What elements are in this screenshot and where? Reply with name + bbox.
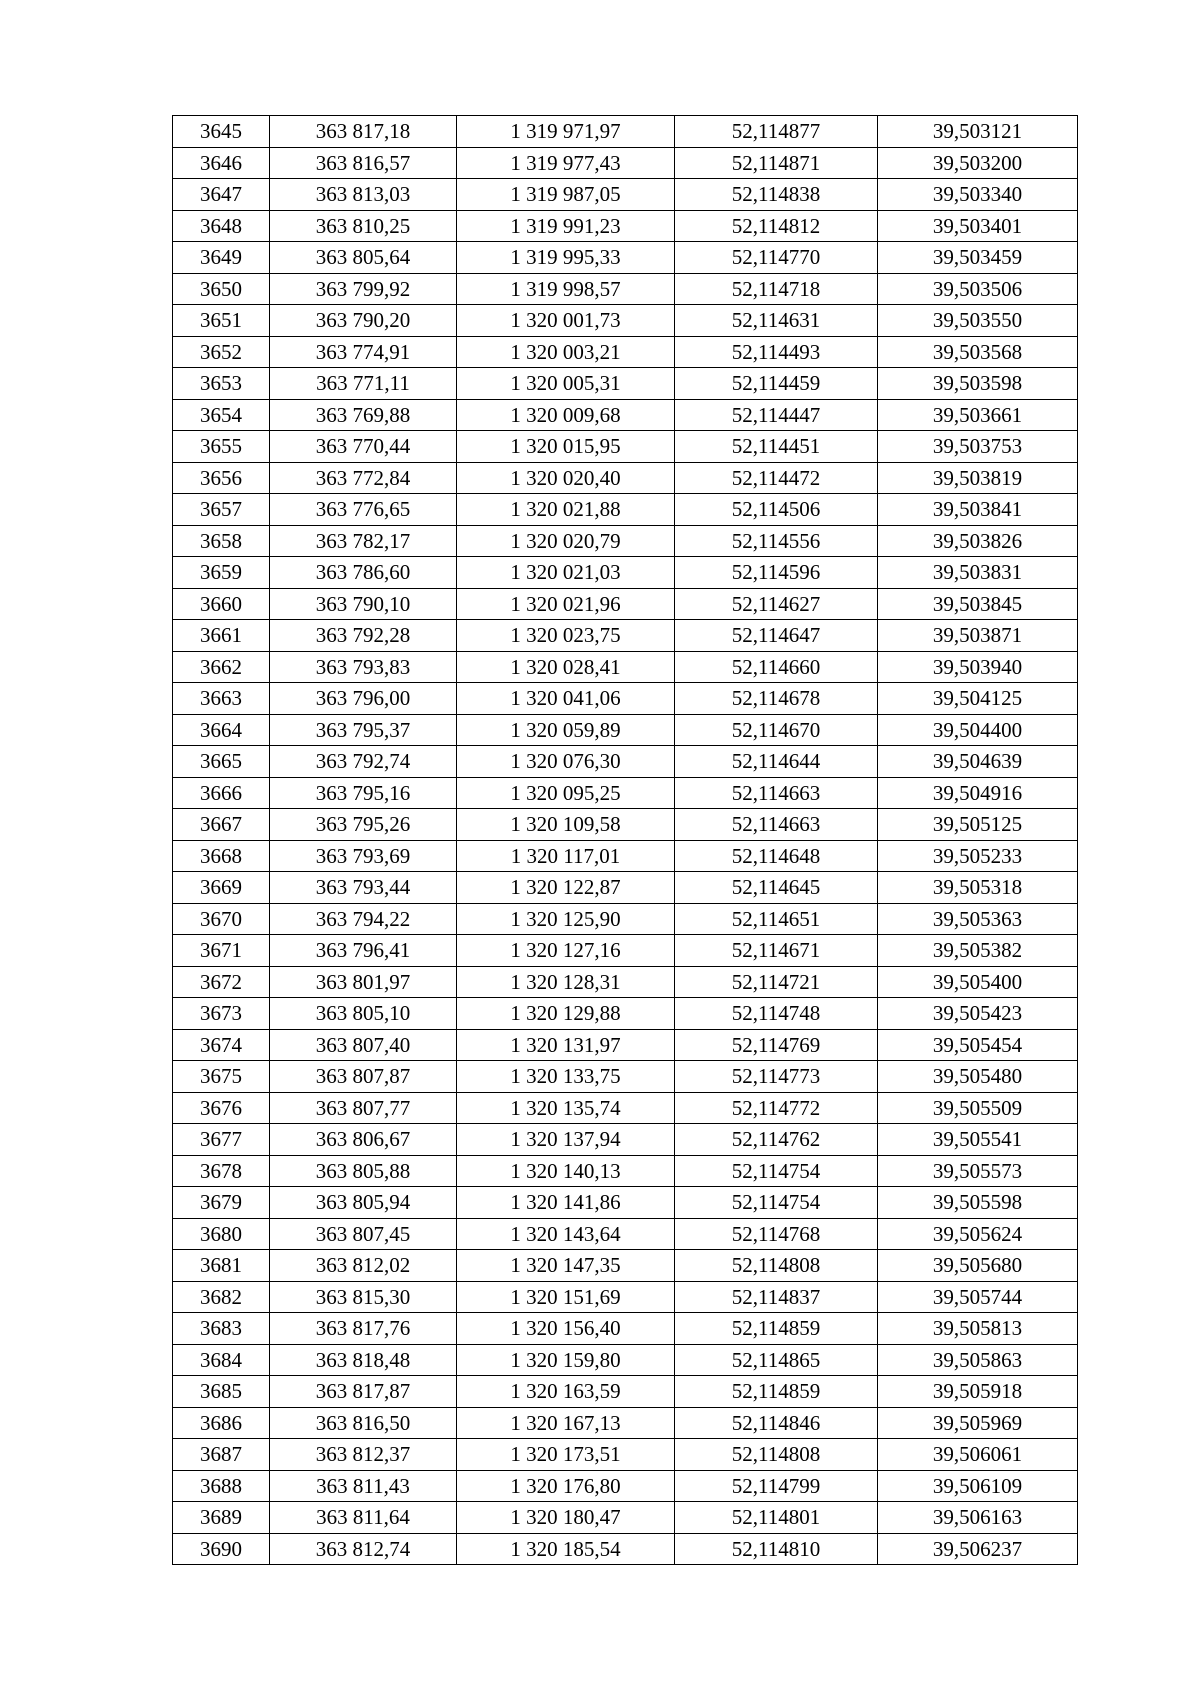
x-coordinate-cell: 363 796,00	[270, 683, 457, 715]
longitude-cell: 39,505382	[878, 935, 1078, 967]
table-row	[173, 1533, 1078, 1565]
point-number-cell: 3683	[173, 1313, 270, 1345]
y-coordinate-cell: 1 320 059,89	[457, 714, 675, 746]
table-row	[173, 777, 1078, 809]
longitude-cell: 39,503831	[878, 557, 1078, 589]
x-coordinate-cell: 363 817,18	[270, 116, 457, 148]
x-coordinate-cell: 363 799,92	[270, 273, 457, 305]
y-coordinate-cell: 1 320 143,64	[457, 1218, 675, 1250]
point-number-cell: 3681	[173, 1250, 270, 1282]
point-number-cell: 3679	[173, 1187, 270, 1219]
latitude-cell: 52,114808	[675, 1250, 878, 1282]
point-number-cell: 3685	[173, 1376, 270, 1408]
longitude-cell: 39,506237	[878, 1533, 1078, 1565]
table-row	[173, 210, 1078, 242]
table-row	[173, 399, 1078, 431]
x-coordinate-cell: 363 792,28	[270, 620, 457, 652]
latitude-cell: 52,114651	[675, 903, 878, 935]
latitude-cell: 52,114447	[675, 399, 878, 431]
point-number-cell: 3655	[173, 431, 270, 463]
point-number-cell: 3664	[173, 714, 270, 746]
x-coordinate-cell: 363 795,16	[270, 777, 457, 809]
longitude-cell: 39,503506	[878, 273, 1078, 305]
latitude-cell: 52,114846	[675, 1407, 878, 1439]
table-row	[173, 588, 1078, 620]
y-coordinate-cell: 1 320 021,03	[457, 557, 675, 589]
table-row	[173, 1439, 1078, 1471]
latitude-cell: 52,114670	[675, 714, 878, 746]
table-row	[173, 903, 1078, 935]
point-number-cell: 3653	[173, 368, 270, 400]
latitude-cell: 52,114556	[675, 525, 878, 557]
x-coordinate-cell: 363 810,25	[270, 210, 457, 242]
latitude-cell: 52,114754	[675, 1155, 878, 1187]
point-number-cell: 3690	[173, 1533, 270, 1565]
latitude-cell: 52,114631	[675, 305, 878, 337]
latitude-cell: 52,114648	[675, 840, 878, 872]
y-coordinate-cell: 1 320 021,96	[457, 588, 675, 620]
latitude-cell: 52,114718	[675, 273, 878, 305]
table-row	[173, 1470, 1078, 1502]
point-number-cell: 3674	[173, 1029, 270, 1061]
table-row	[173, 840, 1078, 872]
latitude-cell: 52,114663	[675, 777, 878, 809]
y-coordinate-cell: 1 320 020,40	[457, 462, 675, 494]
longitude-cell: 39,505233	[878, 840, 1078, 872]
y-coordinate-cell: 1 320 003,21	[457, 336, 675, 368]
x-coordinate-cell: 363 812,37	[270, 1439, 457, 1471]
y-coordinate-cell: 1 320 159,80	[457, 1344, 675, 1376]
table-row	[173, 1250, 1078, 1282]
point-number-cell: 3666	[173, 777, 270, 809]
y-coordinate-cell: 1 320 009,68	[457, 399, 675, 431]
point-number-cell: 3671	[173, 935, 270, 967]
latitude-cell: 52,114472	[675, 462, 878, 494]
x-coordinate-cell: 363 813,03	[270, 179, 457, 211]
point-number-cell: 3678	[173, 1155, 270, 1187]
point-number-cell: 3646	[173, 147, 270, 179]
longitude-cell: 39,503826	[878, 525, 1078, 557]
point-number-cell: 3658	[173, 525, 270, 557]
table-row	[173, 1061, 1078, 1093]
latitude-cell: 52,114799	[675, 1470, 878, 1502]
latitude-cell: 52,114812	[675, 210, 878, 242]
x-coordinate-cell: 363 770,44	[270, 431, 457, 463]
longitude-cell: 39,505454	[878, 1029, 1078, 1061]
y-coordinate-cell: 1 320 015,95	[457, 431, 675, 463]
point-number-cell: 3676	[173, 1092, 270, 1124]
table-row	[173, 1344, 1078, 1376]
table-row	[173, 1502, 1078, 1534]
table-row	[173, 462, 1078, 494]
y-coordinate-cell: 1 320 109,58	[457, 809, 675, 841]
x-coordinate-cell: 363 769,88	[270, 399, 457, 431]
latitude-cell: 52,114451	[675, 431, 878, 463]
table-row	[173, 147, 1078, 179]
latitude-cell: 52,114770	[675, 242, 878, 274]
longitude-cell: 39,505423	[878, 998, 1078, 1030]
latitude-cell: 52,114773	[675, 1061, 878, 1093]
latitude-cell: 52,114808	[675, 1439, 878, 1471]
table-row	[173, 1187, 1078, 1219]
latitude-cell: 52,114768	[675, 1218, 878, 1250]
y-coordinate-cell: 1 320 167,13	[457, 1407, 675, 1439]
table-row	[173, 116, 1078, 148]
point-number-cell: 3652	[173, 336, 270, 368]
longitude-cell: 39,506109	[878, 1470, 1078, 1502]
y-coordinate-cell: 1 320 185,54	[457, 1533, 675, 1565]
longitude-cell: 39,505400	[878, 966, 1078, 998]
y-coordinate-cell: 1 320 141,86	[457, 1187, 675, 1219]
point-number-cell: 3656	[173, 462, 270, 494]
latitude-cell: 52,114596	[675, 557, 878, 589]
table-row	[173, 714, 1078, 746]
y-coordinate-cell: 1 320 020,79	[457, 525, 675, 557]
table-row	[173, 336, 1078, 368]
table-row	[173, 368, 1078, 400]
point-number-cell: 3670	[173, 903, 270, 935]
table-row	[173, 683, 1078, 715]
point-number-cell: 3663	[173, 683, 270, 715]
longitude-cell: 39,503340	[878, 179, 1078, 211]
x-coordinate-cell: 363 771,11	[270, 368, 457, 400]
y-coordinate-cell: 1 320 021,88	[457, 494, 675, 526]
latitude-cell: 52,114754	[675, 1187, 878, 1219]
y-coordinate-cell: 1 319 998,57	[457, 273, 675, 305]
x-coordinate-cell: 363 817,76	[270, 1313, 457, 1345]
latitude-cell: 52,114772	[675, 1092, 878, 1124]
table-row	[173, 746, 1078, 778]
x-coordinate-cell: 363 792,74	[270, 746, 457, 778]
table-row	[173, 1313, 1078, 1345]
y-coordinate-cell: 1 320 129,88	[457, 998, 675, 1030]
x-coordinate-cell: 363 816,57	[270, 147, 457, 179]
y-coordinate-cell: 1 319 991,23	[457, 210, 675, 242]
x-coordinate-cell: 363 811,43	[270, 1470, 457, 1502]
point-number-cell: 3673	[173, 998, 270, 1030]
longitude-cell: 39,504639	[878, 746, 1078, 778]
latitude-cell: 52,114671	[675, 935, 878, 967]
x-coordinate-cell: 363 805,64	[270, 242, 457, 274]
point-number-cell: 3667	[173, 809, 270, 841]
point-number-cell: 3665	[173, 746, 270, 778]
table-row	[173, 966, 1078, 998]
x-coordinate-cell: 363 807,77	[270, 1092, 457, 1124]
longitude-cell: 39,503753	[878, 431, 1078, 463]
y-coordinate-cell: 1 320 131,97	[457, 1029, 675, 1061]
y-coordinate-cell: 1 320 028,41	[457, 651, 675, 683]
longitude-cell: 39,505125	[878, 809, 1078, 841]
latitude-cell: 52,114459	[675, 368, 878, 400]
y-coordinate-cell: 1 320 156,40	[457, 1313, 675, 1345]
latitude-cell: 52,114721	[675, 966, 878, 998]
x-coordinate-cell: 363 795,37	[270, 714, 457, 746]
y-coordinate-cell: 1 320 135,74	[457, 1092, 675, 1124]
x-coordinate-cell: 363 794,22	[270, 903, 457, 935]
table-row	[173, 620, 1078, 652]
point-number-cell: 3645	[173, 116, 270, 148]
longitude-cell: 39,503871	[878, 620, 1078, 652]
longitude-cell: 39,503845	[878, 588, 1078, 620]
y-coordinate-cell: 1 320 147,35	[457, 1250, 675, 1282]
table-row	[173, 1407, 1078, 1439]
y-coordinate-cell: 1 319 987,05	[457, 179, 675, 211]
longitude-cell: 39,503200	[878, 147, 1078, 179]
y-coordinate-cell: 1 320 023,75	[457, 620, 675, 652]
point-number-cell: 3686	[173, 1407, 270, 1439]
y-coordinate-cell: 1 320 176,80	[457, 1470, 675, 1502]
longitude-cell: 39,505598	[878, 1187, 1078, 1219]
table-row	[173, 651, 1078, 683]
longitude-cell: 39,504125	[878, 683, 1078, 715]
table-row	[173, 1155, 1078, 1187]
longitude-cell: 39,505744	[878, 1281, 1078, 1313]
latitude-cell: 52,114859	[675, 1313, 878, 1345]
table-row	[173, 242, 1078, 274]
point-number-cell: 3669	[173, 872, 270, 904]
x-coordinate-cell: 363 812,02	[270, 1250, 457, 1282]
table-row	[173, 935, 1078, 967]
point-number-cell: 3661	[173, 620, 270, 652]
y-coordinate-cell: 1 320 180,47	[457, 1502, 675, 1534]
x-coordinate-cell: 363 805,10	[270, 998, 457, 1030]
x-coordinate-cell: 363 815,30	[270, 1281, 457, 1313]
point-number-cell: 3672	[173, 966, 270, 998]
longitude-cell: 39,505480	[878, 1061, 1078, 1093]
x-coordinate-cell: 363 790,20	[270, 305, 457, 337]
x-coordinate-cell: 363 805,88	[270, 1155, 457, 1187]
x-coordinate-cell: 363 807,87	[270, 1061, 457, 1093]
latitude-cell: 52,114810	[675, 1533, 878, 1565]
y-coordinate-cell: 1 320 128,31	[457, 966, 675, 998]
point-number-cell: 3648	[173, 210, 270, 242]
table-row	[173, 872, 1078, 904]
longitude-cell: 39,505680	[878, 1250, 1078, 1282]
longitude-cell: 39,505541	[878, 1124, 1078, 1156]
table-row	[173, 998, 1078, 1030]
y-coordinate-cell: 1 319 971,97	[457, 116, 675, 148]
longitude-cell: 39,505918	[878, 1376, 1078, 1408]
y-coordinate-cell: 1 320 041,06	[457, 683, 675, 715]
latitude-cell: 52,114678	[675, 683, 878, 715]
latitude-cell: 52,114769	[675, 1029, 878, 1061]
latitude-cell: 52,114647	[675, 620, 878, 652]
latitude-cell: 52,114801	[675, 1502, 878, 1534]
latitude-cell: 52,114838	[675, 179, 878, 211]
table-row	[173, 494, 1078, 526]
latitude-cell: 52,114644	[675, 746, 878, 778]
latitude-cell: 52,114645	[675, 872, 878, 904]
y-coordinate-cell: 1 319 977,43	[457, 147, 675, 179]
longitude-cell: 39,503940	[878, 651, 1078, 683]
longitude-cell: 39,505863	[878, 1344, 1078, 1376]
x-coordinate-cell: 363 793,44	[270, 872, 457, 904]
coordinates-table-body	[173, 116, 1078, 1565]
table-row	[173, 305, 1078, 337]
longitude-cell: 39,505318	[878, 872, 1078, 904]
latitude-cell: 52,114660	[675, 651, 878, 683]
x-coordinate-cell: 363 806,67	[270, 1124, 457, 1156]
point-number-cell: 3675	[173, 1061, 270, 1093]
longitude-cell: 39,504916	[878, 777, 1078, 809]
y-coordinate-cell: 1 320 140,13	[457, 1155, 675, 1187]
point-number-cell: 3682	[173, 1281, 270, 1313]
table-row	[173, 525, 1078, 557]
point-number-cell: 3649	[173, 242, 270, 274]
table-row	[173, 557, 1078, 589]
point-number-cell: 3660	[173, 588, 270, 620]
y-coordinate-cell: 1 320 137,94	[457, 1124, 675, 1156]
latitude-cell: 52,114627	[675, 588, 878, 620]
x-coordinate-cell: 363 790,10	[270, 588, 457, 620]
table-row	[173, 1092, 1078, 1124]
x-coordinate-cell: 363 817,87	[270, 1376, 457, 1408]
table-row	[173, 1376, 1078, 1408]
longitude-cell: 39,505363	[878, 903, 1078, 935]
point-number-cell: 3668	[173, 840, 270, 872]
x-coordinate-cell: 363 776,65	[270, 494, 457, 526]
table-row	[173, 1218, 1078, 1250]
x-coordinate-cell: 363 807,45	[270, 1218, 457, 1250]
point-number-cell: 3684	[173, 1344, 270, 1376]
longitude-cell: 39,505624	[878, 1218, 1078, 1250]
point-number-cell: 3677	[173, 1124, 270, 1156]
point-number-cell: 3657	[173, 494, 270, 526]
x-coordinate-cell: 363 807,40	[270, 1029, 457, 1061]
longitude-cell: 39,503598	[878, 368, 1078, 400]
point-number-cell: 3680	[173, 1218, 270, 1250]
x-coordinate-cell: 363 772,84	[270, 462, 457, 494]
latitude-cell: 52,114663	[675, 809, 878, 841]
longitude-cell: 39,503841	[878, 494, 1078, 526]
y-coordinate-cell: 1 320 005,31	[457, 368, 675, 400]
x-coordinate-cell: 363 801,97	[270, 966, 457, 998]
x-coordinate-cell: 363 786,60	[270, 557, 457, 589]
y-coordinate-cell: 1 319 995,33	[457, 242, 675, 274]
longitude-cell: 39,505509	[878, 1092, 1078, 1124]
table-row	[173, 179, 1078, 211]
x-coordinate-cell: 363 796,41	[270, 935, 457, 967]
point-number-cell: 3654	[173, 399, 270, 431]
y-coordinate-cell: 1 320 163,59	[457, 1376, 675, 1408]
coordinates-table	[172, 115, 1078, 1565]
x-coordinate-cell: 363 805,94	[270, 1187, 457, 1219]
longitude-cell: 39,503459	[878, 242, 1078, 274]
point-number-cell: 3688	[173, 1470, 270, 1502]
x-coordinate-cell: 363 774,91	[270, 336, 457, 368]
point-number-cell: 3651	[173, 305, 270, 337]
y-coordinate-cell: 1 320 173,51	[457, 1439, 675, 1471]
x-coordinate-cell: 363 795,26	[270, 809, 457, 841]
latitude-cell: 52,114877	[675, 116, 878, 148]
latitude-cell: 52,114859	[675, 1376, 878, 1408]
latitude-cell: 52,114762	[675, 1124, 878, 1156]
x-coordinate-cell: 363 812,74	[270, 1533, 457, 1565]
latitude-cell: 52,114837	[675, 1281, 878, 1313]
longitude-cell: 39,503550	[878, 305, 1078, 337]
longitude-cell: 39,503401	[878, 210, 1078, 242]
y-coordinate-cell: 1 320 151,69	[457, 1281, 675, 1313]
table-row	[173, 273, 1078, 305]
table-row	[173, 1124, 1078, 1156]
latitude-cell: 52,114865	[675, 1344, 878, 1376]
longitude-cell: 39,503568	[878, 336, 1078, 368]
x-coordinate-cell: 363 811,64	[270, 1502, 457, 1534]
x-coordinate-cell: 363 793,83	[270, 651, 457, 683]
table-row	[173, 809, 1078, 841]
longitude-cell: 39,503661	[878, 399, 1078, 431]
point-number-cell: 3687	[173, 1439, 270, 1471]
y-coordinate-cell: 1 320 122,87	[457, 872, 675, 904]
longitude-cell: 39,503121	[878, 116, 1078, 148]
x-coordinate-cell: 363 782,17	[270, 525, 457, 557]
y-coordinate-cell: 1 320 125,90	[457, 903, 675, 935]
table-row	[173, 1281, 1078, 1313]
longitude-cell: 39,506163	[878, 1502, 1078, 1534]
y-coordinate-cell: 1 320 117,01	[457, 840, 675, 872]
latitude-cell: 52,114748	[675, 998, 878, 1030]
table-row	[173, 1029, 1078, 1061]
y-coordinate-cell: 1 320 127,16	[457, 935, 675, 967]
y-coordinate-cell: 1 320 095,25	[457, 777, 675, 809]
longitude-cell: 39,505813	[878, 1313, 1078, 1345]
x-coordinate-cell: 363 793,69	[270, 840, 457, 872]
point-number-cell: 3662	[173, 651, 270, 683]
point-number-cell: 3689	[173, 1502, 270, 1534]
longitude-cell: 39,506061	[878, 1439, 1078, 1471]
latitude-cell: 52,114871	[675, 147, 878, 179]
point-number-cell: 3659	[173, 557, 270, 589]
longitude-cell: 39,505573	[878, 1155, 1078, 1187]
latitude-cell: 52,114506	[675, 494, 878, 526]
longitude-cell: 39,503819	[878, 462, 1078, 494]
x-coordinate-cell: 363 818,48	[270, 1344, 457, 1376]
latitude-cell: 52,114493	[675, 336, 878, 368]
y-coordinate-cell: 1 320 076,30	[457, 746, 675, 778]
y-coordinate-cell: 1 320 001,73	[457, 305, 675, 337]
point-number-cell: 3650	[173, 273, 270, 305]
x-coordinate-cell: 363 816,50	[270, 1407, 457, 1439]
y-coordinate-cell: 1 320 133,75	[457, 1061, 675, 1093]
longitude-cell: 39,504400	[878, 714, 1078, 746]
point-number-cell: 3647	[173, 179, 270, 211]
longitude-cell: 39,505969	[878, 1407, 1078, 1439]
table-row	[173, 431, 1078, 463]
